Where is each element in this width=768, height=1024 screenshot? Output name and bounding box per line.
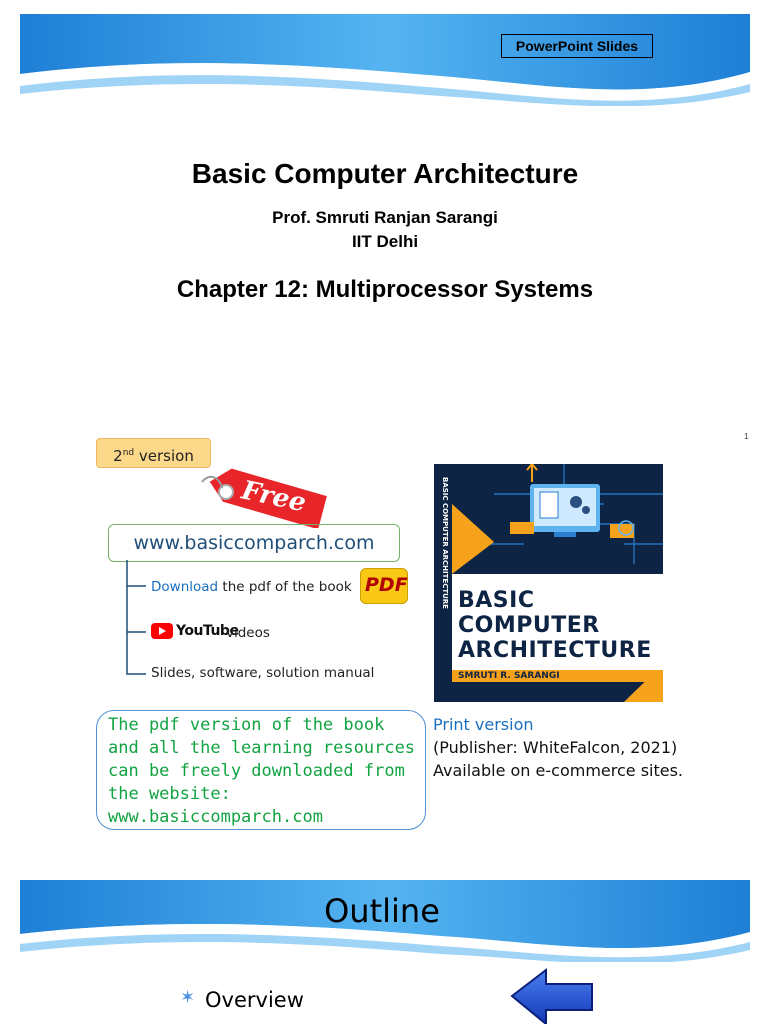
free-download-note: The pdf version of the book and all the learning resources can be freely downloaded from the website: www.basiccomparch.com [108, 715, 416, 827]
free-tag-text: Free [238, 475, 309, 519]
version-word: version [134, 447, 194, 465]
slides-software-item: Slides, software, solution manual [151, 665, 375, 681]
back-arrow-icon[interactable] [510, 966, 596, 1024]
videos-item-text: videos [226, 625, 270, 641]
outline-item-overview[interactable]: Overview [205, 988, 304, 1012]
book-cover [434, 464, 663, 702]
print-version-title: Print version [433, 715, 534, 734]
star-bullet-icon: ✶ [180, 987, 196, 1007]
outline-title: Outline [324, 892, 440, 930]
powerpoint-slides-label: PowerPoint Slides [501, 34, 653, 58]
download-link[interactable]: Download [151, 579, 219, 595]
cover-spine-title: BASIC COMPUTER ARCHITECTURE [441, 477, 449, 609]
free-tag-icon [198, 464, 338, 528]
pdf-icon-label: PDF [365, 574, 408, 596]
title-slide [20, 14, 750, 441]
availability-line: Available on e-commerce sites. [433, 761, 684, 780]
download-item [151, 579, 352, 595]
cover-author: SMRUTI R. SARANGI [452, 670, 663, 682]
version-number: 2 [113, 447, 123, 465]
youtube-wordmark: YouTube [176, 623, 239, 639]
outline-slide [20, 880, 750, 1024]
publisher-line: (Publisher: WhiteFalcon, 2021) [433, 738, 678, 757]
header-wave [20, 14, 750, 106]
tree-connector [118, 560, 178, 680]
version-badge [96, 438, 211, 468]
author-name: Prof. Smruti Ranjan Sarangi [272, 208, 498, 227]
cover-title [458, 588, 663, 663]
website-url-box[interactable]: www.basiccomparch.com [108, 524, 400, 562]
cover-title-line-1: BASIC [458, 588, 535, 613]
book-title: Basic Computer Architecture [191, 158, 579, 189]
pdf-icon [360, 568, 408, 604]
cover-title-line-3: ARCHITECTURE [458, 638, 652, 663]
chapter-title: Chapter 12: Multiprocessor Systems [176, 276, 594, 303]
cover-title-line-2: COMPUTER [458, 613, 600, 638]
download-item-text: the pdf of the book [218, 579, 352, 595]
page-number: 1 [744, 432, 749, 441]
institution: IIT Delhi [351, 232, 419, 251]
youtube-icon [151, 623, 173, 639]
version-suffix: nd [122, 448, 135, 458]
